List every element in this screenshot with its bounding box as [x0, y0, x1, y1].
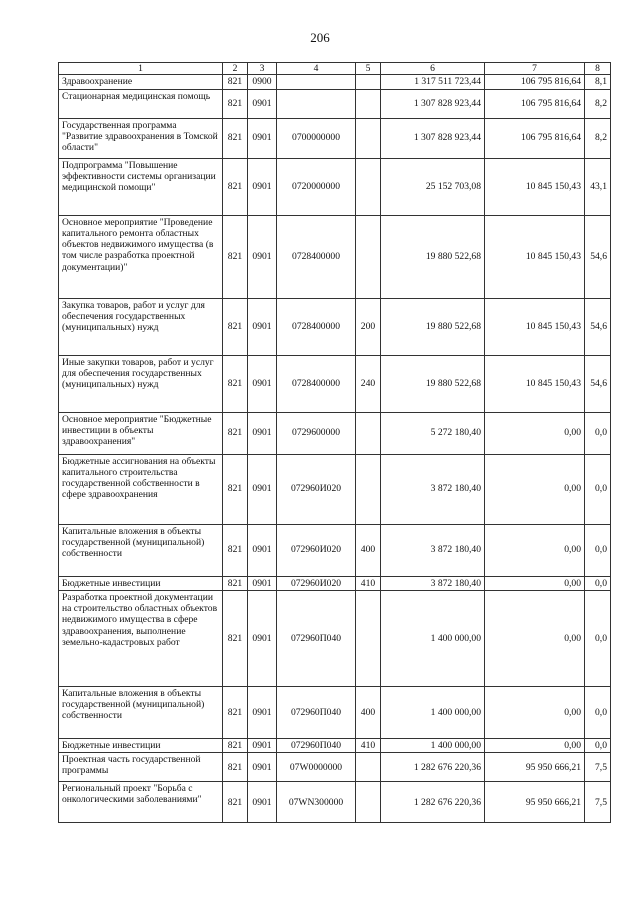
row-actual: 0,00 [485, 412, 585, 454]
row-planned: 25 152 703,08 [381, 158, 485, 215]
row-ministry: 821 [223, 118, 248, 158]
row-ministry: 821 [223, 158, 248, 215]
row-name: Бюджетные инвестиции [59, 576, 223, 590]
row-target-code: 0728400000 [277, 215, 356, 298]
table-row [59, 355, 611, 412]
row-ministry: 821 [223, 75, 248, 89]
row-section: 0901 [248, 89, 277, 118]
row-name: Капитальные вложения в объекты государственной (муниципальной) собственности [59, 686, 223, 738]
column-header: 3 [248, 63, 277, 75]
column-header: 5 [356, 63, 381, 75]
row-target-code: 072960П040 [277, 590, 356, 686]
row-actual: 10 845 150,43 [485, 298, 585, 355]
row-ministry: 821 [223, 524, 248, 576]
row-percent: 54,6 [585, 298, 611, 355]
row-name: Разработка проектной документации на строительство областных объектов недвижимого имущества в сфере здравоохранения, выполнение земельно-кадастровых работ [59, 590, 223, 686]
row-name: Здравоохранение [59, 75, 223, 89]
table-row [59, 576, 611, 590]
row-ministry: 821 [223, 355, 248, 412]
row-name: Бюджетные ассигнования на объекты капитального строительства государственной собственности в сфере здравоохранения [59, 454, 223, 524]
table-row [59, 215, 611, 298]
row-target-code: 072960И020 [277, 524, 356, 576]
row-actual: 0,00 [485, 738, 585, 752]
row-planned: 1 400 000,00 [381, 686, 485, 738]
row-ministry: 821 [223, 576, 248, 590]
row-section: 0901 [248, 738, 277, 752]
row-name: Основное мероприятие "Бюджетные инвестиции в объекты здравоохранения" [59, 412, 223, 454]
row-planned: 1 400 000,00 [381, 590, 485, 686]
row-actual: 0,00 [485, 590, 585, 686]
row-target-code: 072960И020 [277, 576, 356, 590]
row-percent: 8,2 [585, 118, 611, 158]
row-expense-type [356, 215, 381, 298]
row-ministry: 821 [223, 298, 248, 355]
row-expense-type [356, 590, 381, 686]
row-ministry: 821 [223, 738, 248, 752]
row-target-code: 0720000000 [277, 158, 356, 215]
row-actual: 106 795 816,64 [485, 118, 585, 158]
row-planned: 3 872 180,40 [381, 576, 485, 590]
row-name: Стационарная медицинская помощь [59, 89, 223, 118]
row-percent: 0,0 [585, 576, 611, 590]
row-name: Капитальные вложения в объекты государственной (муниципальной) собственности [59, 524, 223, 576]
row-ministry: 821 [223, 590, 248, 686]
row-expense-type [356, 782, 381, 823]
row-planned: 19 880 522,68 [381, 298, 485, 355]
table-row [59, 753, 611, 782]
row-ministry: 821 [223, 89, 248, 118]
row-expense-type [356, 118, 381, 158]
row-expense-type [356, 75, 381, 89]
row-section: 0901 [248, 590, 277, 686]
table-row [59, 412, 611, 454]
budget-table [58, 62, 611, 823]
row-planned: 1 307 828 923,44 [381, 89, 485, 118]
row-actual: 95 950 666,21 [485, 753, 585, 782]
row-section: 0901 [248, 215, 277, 298]
row-target-code: 07W0000000 [277, 753, 356, 782]
row-actual: 0,00 [485, 576, 585, 590]
row-name: Иные закупки товаров, работ и услуг для обеспечения государственных (муниципальных) нужд [59, 355, 223, 412]
row-name: Государственная программа "Развитие здравоохранения в Томской области" [59, 118, 223, 158]
row-expense-type [356, 89, 381, 118]
row-section: 0901 [248, 412, 277, 454]
row-planned: 1 282 676 220,36 [381, 753, 485, 782]
row-section: 0901 [248, 686, 277, 738]
row-percent: 8,1 [585, 75, 611, 89]
row-expense-type: 410 [356, 738, 381, 752]
row-ministry: 821 [223, 686, 248, 738]
row-actual: 0,00 [485, 686, 585, 738]
row-expense-type [356, 753, 381, 782]
row-percent: 43,1 [585, 158, 611, 215]
row-percent: 54,6 [585, 355, 611, 412]
row-expense-type [356, 412, 381, 454]
row-name: Закупка товаров, работ и услуг для обеспечения государственных (муниципальных) нужд [59, 298, 223, 355]
row-section: 0901 [248, 524, 277, 576]
row-section: 0900 [248, 75, 277, 89]
row-expense-type: 240 [356, 355, 381, 412]
table-row [59, 118, 611, 158]
column-header: 7 [485, 63, 585, 75]
row-expense-type: 400 [356, 524, 381, 576]
row-target-code: 07WN300000 [277, 782, 356, 823]
row-planned: 19 880 522,68 [381, 355, 485, 412]
row-section: 0901 [248, 118, 277, 158]
row-target-code [277, 75, 356, 89]
row-target-code: 0728400000 [277, 298, 356, 355]
row-planned: 1 282 676 220,36 [381, 782, 485, 823]
row-percent: 0,0 [585, 524, 611, 576]
row-section: 0901 [248, 576, 277, 590]
table-row [59, 89, 611, 118]
page-number: 206 [310, 30, 330, 45]
row-percent: 0,0 [585, 686, 611, 738]
column-header: 6 [381, 63, 485, 75]
row-planned: 3 872 180,40 [381, 524, 485, 576]
row-name: Подпрограмма "Повышение эффективности системы организации медицинской помощи" [59, 158, 223, 215]
row-target-code: 072960П040 [277, 738, 356, 752]
table-row [59, 590, 611, 686]
row-expense-type [356, 454, 381, 524]
row-section: 0901 [248, 355, 277, 412]
row-name: Проектная часть государственной программы [59, 753, 223, 782]
row-ministry: 821 [223, 215, 248, 298]
row-target-code: 0728400000 [277, 355, 356, 412]
row-section: 0901 [248, 782, 277, 823]
row-actual: 106 795 816,64 [485, 75, 585, 89]
table-row [59, 782, 611, 823]
row-section: 0901 [248, 454, 277, 524]
row-percent: 0,0 [585, 738, 611, 752]
row-percent: 0,0 [585, 454, 611, 524]
column-header: 8 [585, 63, 611, 75]
row-percent: 7,5 [585, 782, 611, 823]
row-planned: 1 317 511 723,44 [381, 75, 485, 89]
row-target-code: 072960П040 [277, 686, 356, 738]
row-planned: 3 872 180,40 [381, 454, 485, 524]
row-section: 0901 [248, 753, 277, 782]
row-expense-type: 200 [356, 298, 381, 355]
table-row [59, 454, 611, 524]
row-planned: 1 400 000,00 [381, 738, 485, 752]
row-actual: 0,00 [485, 524, 585, 576]
table-row [59, 738, 611, 752]
table-row [59, 686, 611, 738]
row-percent: 54,6 [585, 215, 611, 298]
column-header: 2 [223, 63, 248, 75]
table-row [59, 75, 611, 89]
row-expense-type: 400 [356, 686, 381, 738]
row-actual: 10 845 150,43 [485, 215, 585, 298]
row-actual: 10 845 150,43 [485, 158, 585, 215]
row-ministry: 821 [223, 753, 248, 782]
row-actual: 95 950 666,21 [485, 782, 585, 823]
row-percent: 0,0 [585, 412, 611, 454]
row-ministry: 821 [223, 454, 248, 524]
row-section: 0901 [248, 158, 277, 215]
row-expense-type: 410 [356, 576, 381, 590]
row-actual: 106 795 816,64 [485, 89, 585, 118]
row-ministry: 821 [223, 782, 248, 823]
row-target-code: 0700000000 [277, 118, 356, 158]
row-actual: 0,00 [485, 454, 585, 524]
row-ministry: 821 [223, 412, 248, 454]
row-percent: 7,5 [585, 753, 611, 782]
row-percent: 0,0 [585, 590, 611, 686]
row-planned: 1 307 828 923,44 [381, 118, 485, 158]
row-section: 0901 [248, 298, 277, 355]
row-name: Региональный проект "Борьба с онкологическими заболеваниями" [59, 782, 223, 823]
column-header: 1 [59, 63, 223, 75]
row-name: Основное мероприятие "Проведение капитального ремонта областных объектов недвижимого имущества (в том числе разработка проектной документации)" [59, 215, 223, 298]
header-row [59, 63, 611, 75]
row-percent: 8,2 [585, 89, 611, 118]
row-target-code [277, 89, 356, 118]
row-target-code: 072960И020 [277, 454, 356, 524]
table-row [59, 298, 611, 355]
row-target-code: 0729600000 [277, 412, 356, 454]
row-name: Бюджетные инвестиции [59, 738, 223, 752]
row-actual: 10 845 150,43 [485, 355, 585, 412]
row-planned: 19 880 522,68 [381, 215, 485, 298]
table-row [59, 158, 611, 215]
table-row [59, 524, 611, 576]
column-header: 4 [277, 63, 356, 75]
row-planned: 5 272 180,40 [381, 412, 485, 454]
row-expense-type [356, 158, 381, 215]
